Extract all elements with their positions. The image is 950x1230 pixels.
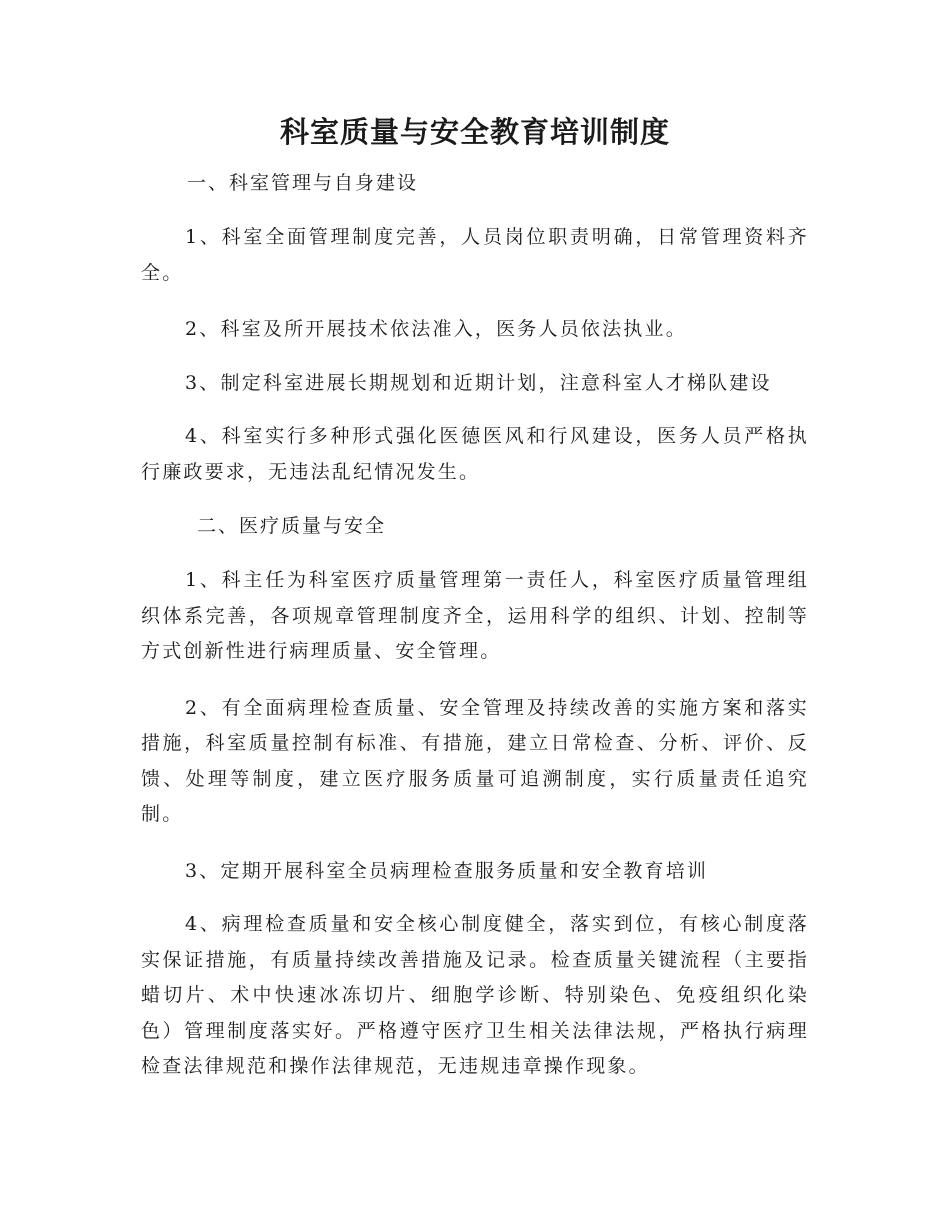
paragraph: 1、科主任为科室医疗质量管理第一责任人，科室医疗质量管理组织体系完善，各项规章管理制度齐全，运用科学的组织、计划、控制等方式创新性进行病理质量、安全管理。: [141, 569, 809, 662]
section-heading: 二、医疗质量与安全: [197, 515, 387, 537]
paragraph: 3、定期开展科室全员病理检查服务质量和安全教育培训: [185, 859, 709, 882]
paragraph: 3、制定科室进展长期规划和近期计划，注意科室人才梯队建设: [185, 371, 772, 394]
section-quality-safety: [141, 511, 809, 1085]
document-title: 科室质量与安全教育培训制度: [279, 115, 670, 149]
document-body: [141, 168, 809, 1106]
paragraph: 2、科室及所开展技术依法准入，医务人员依法执业。: [185, 318, 687, 340]
paragraph: 2、有全面病理检查质量、安全管理及持续改善的实施方案和落实措施，科室质量控制有标准、有措施，建立日常检查、分析、评价、反馈、处理等制度，建立医疗服务质量可追溯制度，实行质量责任追究制。: [141, 696, 809, 825]
section-heading: 一、科室管理与自身建设: [187, 172, 419, 194]
paragraph: 4、病理检查质量和安全核心制度健全，落实到位，有核心制度落实保证措施，有质量持续改善措施及记录。检查质量关键流程（主要指蜡切片、术中快速冰冻切片、细胞学诊断、特别染色、免疫组织化染色）管理制度落实好。严格遵守医疗卫生相关法律法规，严格执行病理检查法律规范和操作法律规范，无违规违章操作现象。: [141, 913, 809, 1077]
paragraph: 1、科室全面管理制度完善，人员岗位职责明确，日常管理资料齐全。: [141, 226, 809, 284]
section-management: [141, 168, 809, 490]
paragraph: 4、科室实行多种形式强化医德医风和行风建设，医务人员严格执行廉政要求，无违法乱纪情况发生。: [141, 425, 809, 483]
